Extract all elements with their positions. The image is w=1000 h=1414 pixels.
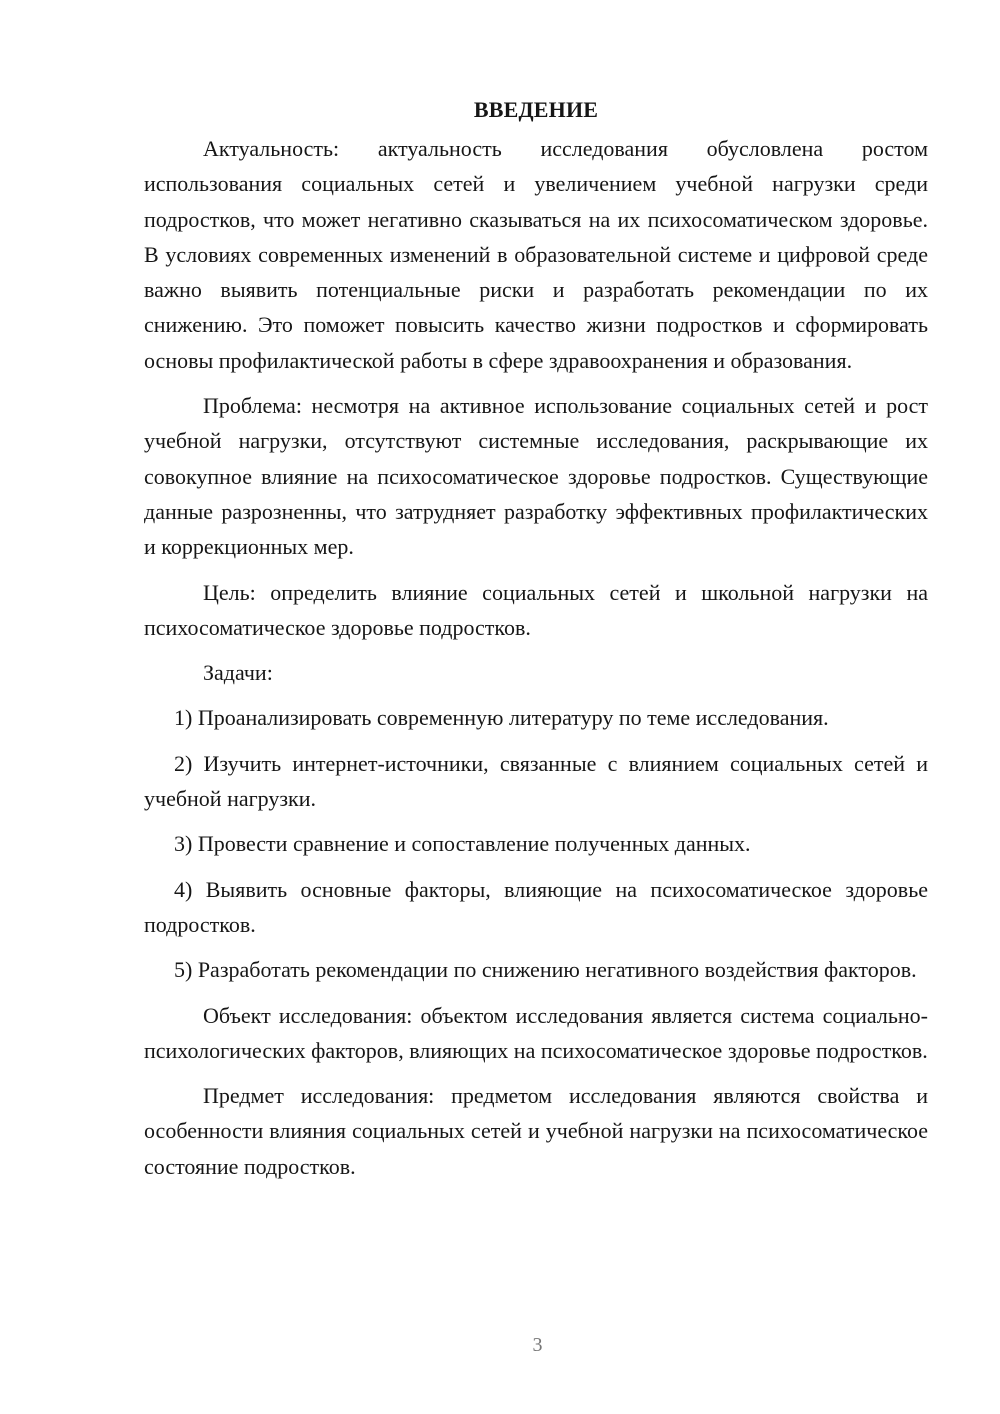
task-item-1: 1) Проанализировать современную литературу по теме исследования. [174,705,829,731]
section-title: ВВЕДЕНИЕ [473,97,599,122]
problem-paragraph: Проблема: несмотря на активное использование социальных сетей и рост учебной нагрузки, отсутствуют системные исследования, раскрывающие их совокупное влияние на психосоматическое здоровье подростков. Существующие данные разрозненны, что затрудняет разработку эффективных профилактических и коррекционных мер. [144,393,928,560]
object-paragraph: Объект исследования: объектом исследования является система социально-психологических факторов, влияющих на психосоматическое здоровье подростков. [144,1002,928,1063]
relevance-paragraph: Актуальность: актуальность исследования обусловлена ростом использования социальных сетей и увеличением учебной нагрузки среди подростков, что может негативно сказываться на их психосоматическом здоровье. В условиях современных изменений в образовательной системе и цифровой среде важно выявить потенциальные риски и разработать рекомендации по их снижению. Это поможет повысить качество жизни подростков и сформировать основы профилактической работы в сфере здравоохранения и образования. [144,136,928,373]
document-body [144,92,928,1194]
task-item-2: 2) Изучить интернет-источники, связанные с влиянием социальных сетей и учебной нагрузки. [144,750,928,812]
goal-paragraph: Цель: определить влияние социальных сетей и школьной нагрузки на психосоматическое здоровье подростков. [144,579,928,640]
page-number: 3 [532,1334,543,1356]
task-item-5: 5) Разработать рекомендации по снижению негативного воздействия факторов. [174,957,917,983]
task-item-4: 4) Выявить основные факторы, влияющие на психосоматическое здоровье подростков. [144,876,928,937]
tasks-heading: Задачи: [203,660,273,686]
subject-paragraph: Предмет исследования: предметом исследования являются свойства и особенности влияния социальных сетей и учебной нагрузки на психосоматическое состояние подростков. [144,1083,928,1179]
task-item-3: 3) Провести сравнение и сопоставление полученных данных. [174,831,751,857]
